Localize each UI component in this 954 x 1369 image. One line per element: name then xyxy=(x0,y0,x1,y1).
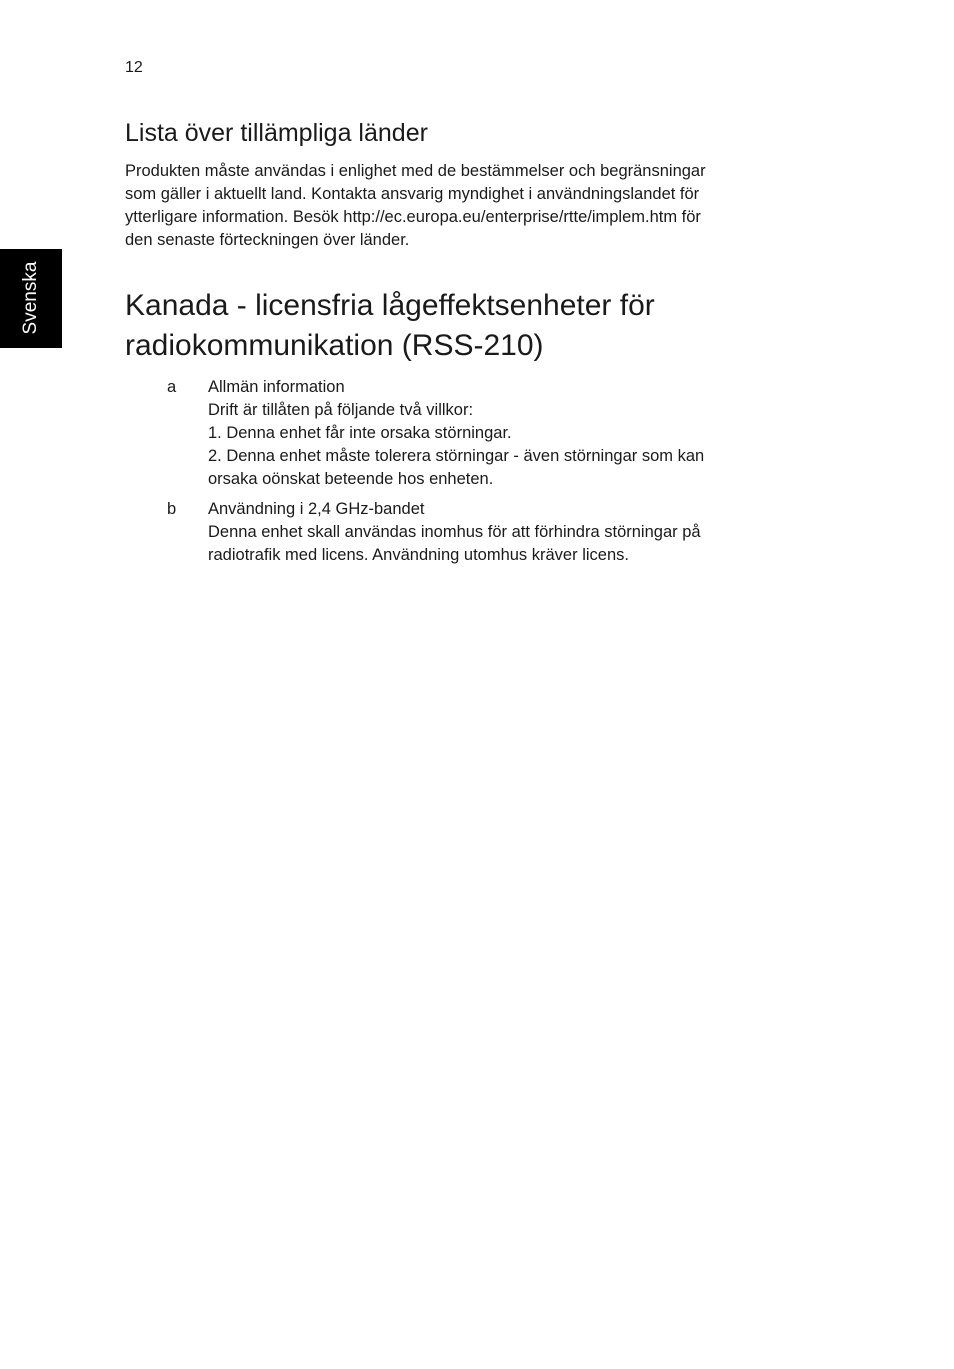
list-line: orsaka oönskat beteende hos enheten. xyxy=(208,470,494,488)
body-line: ytterligare information. Besök http://ec.europa.eu/enterprise/rtte/implem.htm för xyxy=(125,208,701,226)
list-line: radiotrafik med licens. Användning utomhus kräver licens. xyxy=(208,546,629,564)
list-line: Drift är tillåten på följande två villkor: xyxy=(208,401,474,419)
page-number: 12 xyxy=(125,59,143,76)
title-line: Kanada - licensfria lågeffektsenheter för xyxy=(125,289,655,322)
list-marker: b xyxy=(167,500,177,518)
list-line: Denna enhet skall användas inomhus för att förhindra störningar på xyxy=(208,523,701,541)
list-line: 1. Denna enhet får inte orsaka störningar. xyxy=(208,424,512,442)
language-tab-label: Svenska xyxy=(20,261,41,335)
list-line: Allmän information xyxy=(208,378,345,396)
list-line: 2. Denna enhet måste tolerera störningar - även störningar som kan xyxy=(208,447,705,465)
title-line: radiokommunikation (RSS-210) xyxy=(125,329,544,362)
list-item xyxy=(125,376,805,491)
list-item-content xyxy=(208,498,805,567)
body-line: den senaste förteckningen över länder. xyxy=(125,231,410,249)
list-line: Användning i 2,4 GHz-bandet xyxy=(208,500,425,518)
body-line: Produkten måste användas i enlighet med de bestämmelser och begränsningar xyxy=(125,162,706,180)
body-line: som gäller i aktuellt land. Kontakta ansvarig myndighet i användningslandet för xyxy=(125,185,700,203)
list-item xyxy=(125,498,805,567)
language-side-tab xyxy=(0,249,62,348)
section-title-applicable-countries: Lista över tillämpliga länder xyxy=(125,119,428,147)
list-item-content xyxy=(208,376,805,491)
conditions-list xyxy=(125,376,805,574)
list-marker: a xyxy=(167,378,177,396)
section-title-canada-rss210 xyxy=(125,286,655,366)
section-body-applicable-countries xyxy=(125,160,795,252)
